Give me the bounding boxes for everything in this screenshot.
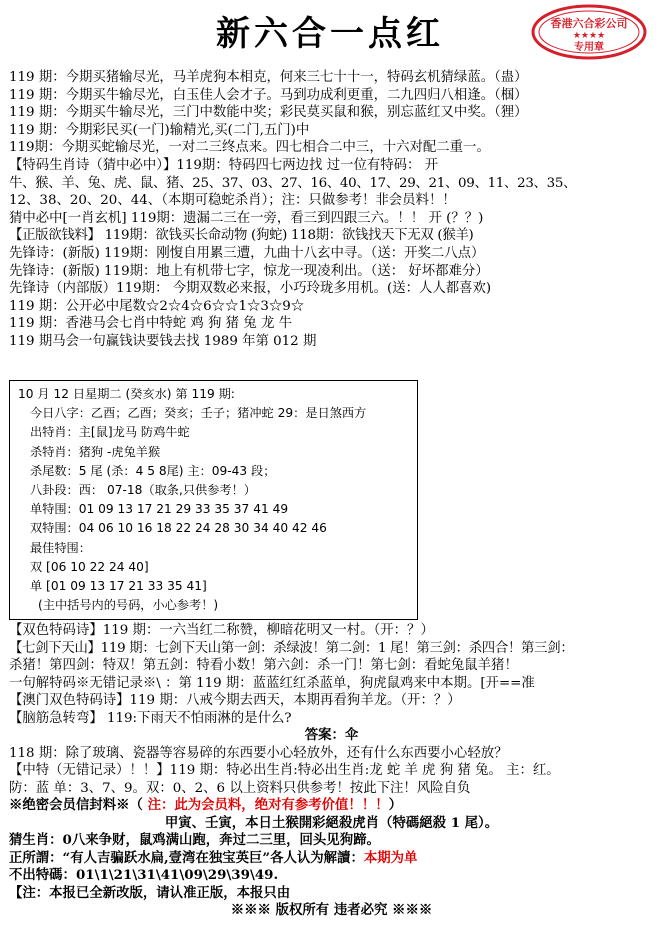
official-seal [530, 3, 648, 61]
box-line: 单特围：01 09 13 17 21 29 33 35 37 41 49 [30, 502, 289, 517]
box-line: 八卦段：西： 07-18（取条,只供参考！） [30, 482, 256, 497]
text-line: 牛、猴、羊、兔、虎、鼠、猪、25、37、03、27、16、40、17、29、21、09、11、23、35、 [9, 175, 577, 191]
text-line: 【七剑下天山】119 期：七剑下天山第一剑：杀绿波！第二剑：1 尾！第三剑：杀四合！第三剑： [9, 640, 574, 656]
box-line: 杀特肖：猪狗 -虎兔羊猴 [30, 444, 161, 459]
text-line: 119 期：公开必中尾数☆2☆4☆6☆☆1☆3☆9☆ [9, 298, 305, 314]
text-line: 杀猪！第四剑：特双！第五剑：特看小数！第六剑：杀一门！第七剑：看蛇兔鼠羊猪！ [9, 658, 518, 673]
box-line: 杀尾数：5 尾 (杀：4 5 8尾) 主：09-43 段； [30, 463, 276, 478]
text-line: 【正版欲钱料】 119期：欲钱买长命动物 (狗蛇) 118期：欲钱找天下无双 (猴羊) [9, 228, 474, 244]
box-line: 出特肖：主[鼠]龙马 防鸡牛蛇 [30, 425, 190, 440]
text-line: 119 期：今期买牛输尽光，白玉佳人会才子。马到功成利更重，二九四归八相逢。（椢） [9, 87, 528, 103]
text-line: 119期：今期买蛇输尽光，一对二三终点来。四七相合二中三，十六对配二重一。 [9, 140, 490, 156]
box-line: 最佳特围： [30, 540, 91, 555]
text-line: 【注：本报已全新改版，请认准正版，本报只由 [9, 884, 291, 901]
text-line: 【双色特码诗】119 期：一六当红二称赞，柳暗花明又一村。（开：？） [9, 623, 434, 638]
text-line: 118 期：除了玻璃、瓷器等容易碎的东西要小心轻放外，还有什么东西要小心轻放？ [9, 745, 508, 761]
member-note: ※绝密会员信封料※（ 注：此为会员料，绝对有参考价值！！！） [9, 797, 402, 813]
text-line: 先锋诗：(新版) 119期：刚愎自用累三遭，九曲十八玄中寻。（送：开奖二八点） [9, 245, 485, 261]
text-line: 正所謂：“有人吉骗跃水扁,壹湾在独宝英巨”各人认为解讀：本期为单 [9, 849, 418, 866]
text-line: 12、38、20、20、44、（本期可稳蛇杀肖）；注：只做参考！非会员料！！ [9, 193, 456, 209]
text-line: 猜生肖：0八来争财，鼠鸡满山跑，奔过二三里，回头见狗蹄。 [9, 832, 380, 848]
text-line: 不出特碼：01\1\21\31\41\09\29\39\49. [9, 867, 279, 883]
text-line: 119 期：今期买牛输尽光，三门中数能中奖；彩民莫买鼠和猴，别忘蓝红又中奖。（狸） [9, 105, 528, 121]
text-line: 119 期：今期彩民买(一门)输精光,买(二门,五门)中 [9, 122, 310, 138]
text-line: 防：蓝 单：3、7、9。双：0、2、6 以上资料只供参考！按此下注！风险自负 [9, 780, 471, 796]
svg-text:香港六合彩公司: 香港六合彩公司 [550, 17, 628, 30]
box-line: 10 月 12 日星期二 (癸亥水) 第 119 期: [18, 387, 235, 401]
text-line: 一句解特码※无错记录※\ ：第 119 期：蓝蓝红红杀蓝单，狗虎鼠鸡来中本期。[开==准 [9, 675, 535, 691]
page-title: 新六合一点红 [216, 14, 444, 54]
box-line: 单 [01 09 13 17 21 33 35 41] [30, 578, 207, 593]
text-line: 【脑筋急转弯】 119:下雨天不怕雨淋的是什么? [9, 710, 292, 726]
text-line: 甲寅、壬寅，本日土猴開彩絕殺虎肖（特碼絕殺 1 尾）。 [164, 814, 499, 831]
text-line: 119 期：香港马会七肖中特蛇 鸡 狗 猪 兔 龙 牛 [9, 316, 292, 332]
box-line: (主中括号内的号码，小心参考！) [38, 598, 219, 613]
box-line: 双特围：04 06 10 16 18 22 24 28 30 34 40 42 46 [30, 521, 327, 536]
svg-text:★★★★: ★★★★ [572, 31, 606, 41]
text-line: 【特码生肖诗（猜中必中）】119期：特码四七两边找 过一位有特码： 开 [9, 157, 439, 173]
box-line: 双 [06 10 22 24 40] [30, 559, 149, 574]
top-content [9, 69, 654, 351]
text-line: 119 期：今期买猪输尽光，马羊虎狗本相克，何来三七十十一，特码玄机猜绿蓝。（蛊） [9, 70, 528, 85]
text-line: 猜中必中[一肖玄机] 119期：遗漏二三在一旁，看三到四跟三六。！！ 开 (？？) [9, 210, 484, 226]
daily-analysis-box [9, 380, 418, 620]
text-line: 119 期马会一句赢钱诀要钱去找 1989 年第 012 期 [9, 333, 317, 349]
copyright-line: ※※※ 版权所有 违者必究 ※※※ [230, 902, 433, 918]
text-line: 先锋诗（内部版）119期： 今期双数必来报，小巧玲珑多用机。(送：人人都喜欢) [9, 281, 492, 297]
svg-text:专用章: 专用章 [574, 42, 604, 53]
text-line: 【中特（无错记录）！！】119 期：特必出生肖:特必出生肖:龙 蛇 羊 虎 狗 猪 兔。 主：红。 [9, 763, 560, 778]
text-line: 先锋诗：(新版) 119期：地上有机带七字，惊龙一现凌利出。（送： 好坏都难分） [9, 263, 489, 279]
box-line: 今日八字：乙酉；乙酉；癸亥；壬子；猪冲蛇 29：是日煞西方 [30, 406, 367, 421]
text-line: 【澳门双色特码诗】119 期：八戒今期去西天，本期再看狗羊龙。（开：？） [9, 693, 461, 708]
lower-content [9, 622, 654, 920]
answer-line: 答案：伞 [304, 727, 359, 743]
